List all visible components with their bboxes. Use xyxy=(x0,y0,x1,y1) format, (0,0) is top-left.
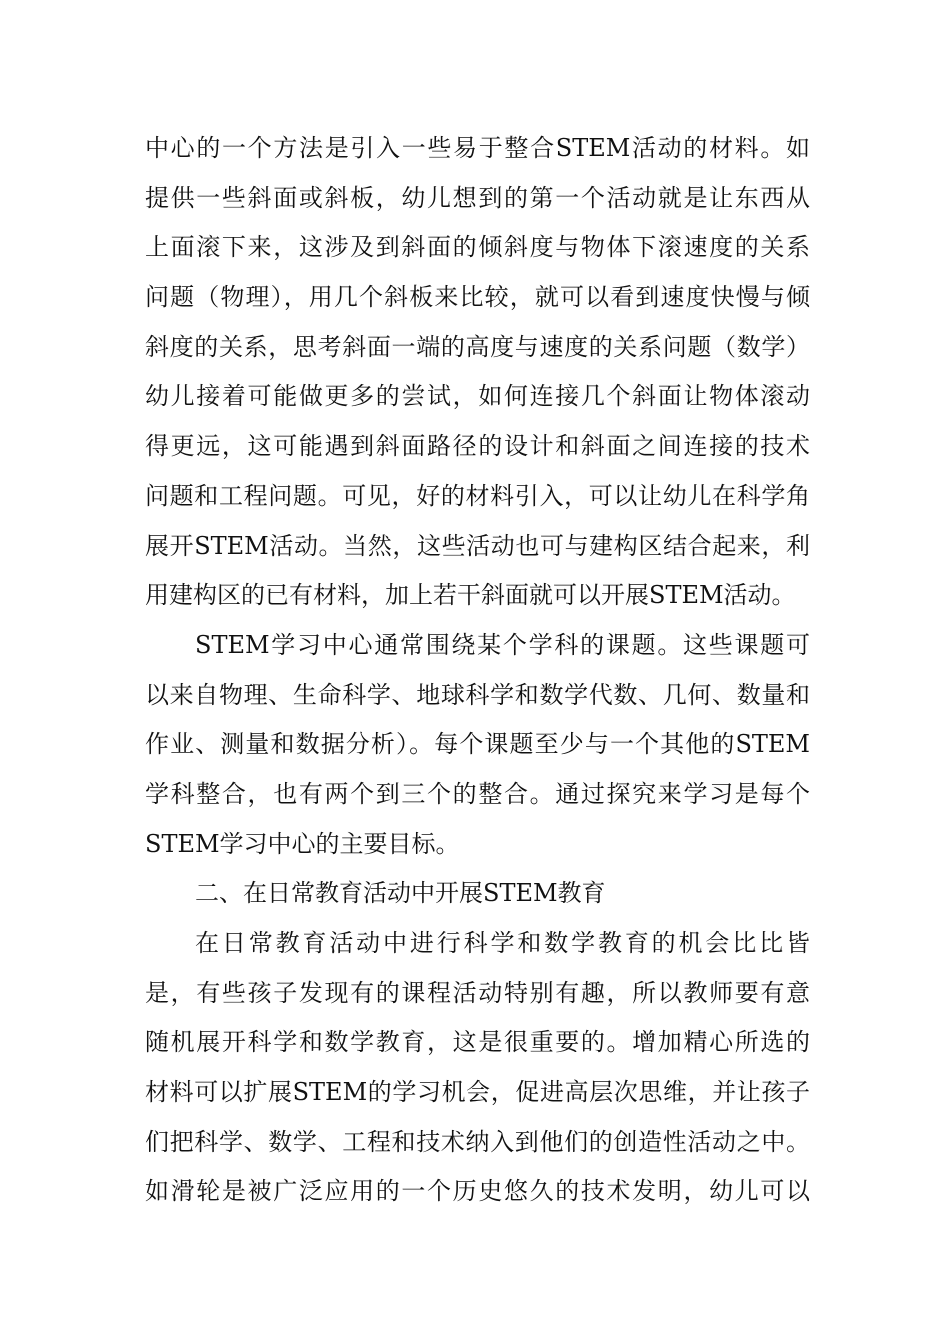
section-heading: 二、在日常教育活动中开展STEM教育 xyxy=(195,879,606,908)
text-line-4: 问题（物理），用几个斜板来比较，就可以看到速度快慢与倾 xyxy=(145,283,810,312)
text-line-2: 提供一些斜面或斜板，幼儿想到的第一个活动就是让东西从 xyxy=(145,183,810,212)
text-line-8: 问题和工程问题。可见，好的材料引入，可以让幼儿在科学角 xyxy=(145,481,810,510)
text-line-6: 幼儿接着可能做更多的尝试，如何连接几个斜面让物体滚动 xyxy=(145,382,810,411)
text-line-3: 上面滚下来，这涉及到斜面的倾斜度与物体下滚速度的关系 xyxy=(145,233,810,262)
text-line-12: 以来自物理、生命科学、地球科学和数学代数、几何、数量和 xyxy=(145,680,810,709)
text-line-1: 中心的一个方法是引入一些易于整合STEM活动的材料。如 xyxy=(145,134,810,162)
text-line-10: 用建构区的已有材料，加上若干斜面就可以开展STEM活动。 xyxy=(145,581,796,610)
text-line-17: 在日常教育活动中进行科学和数学教育的机会比比皆 xyxy=(195,929,810,957)
text-line-5: 斜度的关系，思考斜面一端的高度与速度的关系问题（数学） xyxy=(145,332,810,361)
text-line-13: 作业、测量和数据分析）。每个课题至少与一个其他的STEM xyxy=(145,730,810,759)
text-line-15: STEM学习中心的主要目标。 xyxy=(145,829,460,858)
document-body xyxy=(145,124,810,1217)
text-line-19: 随机展开科学和数学教育，这是很重要的。增加精心所选的 xyxy=(145,1028,810,1057)
text-line-11: STEM学习中心通常围绕某个学科的课题。这些课题可 xyxy=(195,630,810,659)
text-line-14: 学科整合，也有两个到三个的整合。通过探究来学习是每个 xyxy=(145,779,810,808)
text-line-7: 得更远，这可能遇到斜面路径的设计和斜面之间连接的技术 xyxy=(145,432,810,461)
text-line-21: 们把科学、数学、工程和技术纳入到他们的创造性活动之中。 xyxy=(145,1127,810,1156)
text-line-22: 如滑轮是被广泛应用的一个历史悠久的技术发明，幼儿可以 xyxy=(145,1177,810,1206)
text-line-18: 是，有些孩子发现有的课程活动特别有趣，所以教师要有意 xyxy=(145,978,810,1007)
text-line-20: 材料可以扩展STEM的学习机会，促进高层次思维，并让孩子 xyxy=(145,1078,810,1107)
text-line-9: 展开STEM活动。当然，这些活动也可与建构区结合起来，利 xyxy=(145,531,810,560)
